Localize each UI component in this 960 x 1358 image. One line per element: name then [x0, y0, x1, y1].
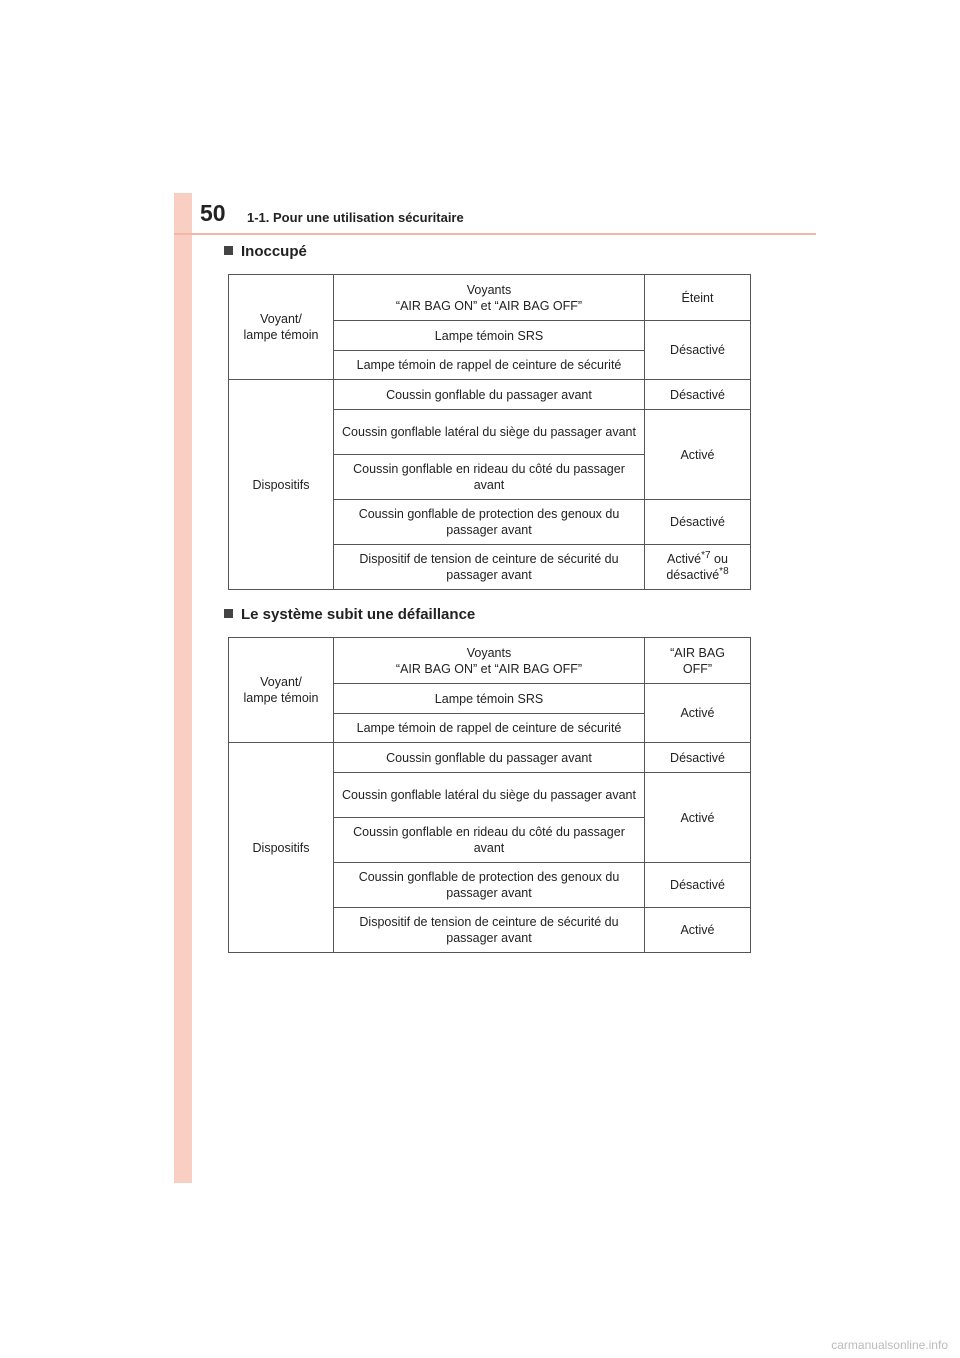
side-airbag-state-cell: Activé: [645, 773, 751, 863]
pretensioner-state-cell: Activé: [645, 908, 751, 953]
footnote-ref: *8: [719, 565, 729, 577]
square-bullet-icon: [224, 246, 233, 255]
srs-cell: Lampe témoin SRS: [334, 684, 645, 714]
table-row: [229, 275, 751, 321]
footnote-ref: *7: [701, 549, 711, 561]
front-airbag-cell: Coussin gonflable du passager avant: [334, 380, 645, 410]
table-row: [229, 638, 751, 684]
pretensioner-cell: Dispositif de tension de ceinture de sécurité du passager avant: [334, 545, 645, 590]
front-airbag-state-cell: Désactivé: [645, 380, 751, 410]
header-divider: [174, 233, 816, 235]
table-row: [229, 380, 751, 410]
pretensioner-state-cell: [645, 545, 751, 590]
knee-airbag-cell: Coussin gonflable de protection des genoux du passager avant: [334, 500, 645, 545]
side-airbag-cell: Coussin gonflable latéral du siège du passager avant: [334, 410, 645, 455]
footer-watermark: carmanualsonline.info: [831, 1338, 948, 1352]
voyants-state-cell: Éteint: [645, 275, 751, 321]
curtain-airbag-cell: Coussin gonflable en rideau du côté du passager avant: [334, 818, 645, 863]
square-bullet-icon: [224, 609, 233, 618]
page-number: 50: [200, 200, 226, 226]
curtain-airbag-cell: Coussin gonflable en rideau du côté du passager avant: [334, 455, 645, 500]
front-airbag-cell: Coussin gonflable du passager avant: [334, 743, 645, 773]
status-table-inoccupe: [228, 274, 751, 590]
belt-reminder-cell: Lampe témoin de rappel de ceinture de sécurité: [334, 714, 645, 743]
srs-cell: Lampe témoin SRS: [334, 321, 645, 351]
devices-label-cell: Dispositifs: [229, 380, 334, 590]
voyants-state-cell: “AIR BAG OFF”: [645, 638, 751, 684]
voyants-cell: Voyants “AIR BAG ON” et “AIR BAG OFF”: [334, 275, 645, 321]
section-title: 1-1. Pour une utilisation sécuritaire: [247, 210, 464, 225]
heading-text: Inoccupé: [241, 243, 307, 260]
indicator-label-cell: Voyant/ lampe témoin: [229, 638, 334, 743]
indicator-label-cell: Voyant/ lampe témoin: [229, 275, 334, 380]
knee-airbag-state-cell: Désactivé: [645, 500, 751, 545]
side-tab-bar: [174, 193, 192, 1183]
heading-text: Le système subit une défaillance: [241, 606, 476, 623]
srs-state-cell: Désactivé: [645, 321, 751, 380]
side-airbag-state-cell: Activé: [645, 410, 751, 500]
front-airbag-state-cell: Désactivé: [645, 743, 751, 773]
voyants-cell: Voyants “AIR BAG ON” et “AIR BAG OFF”: [334, 638, 645, 684]
state-text: ou: [710, 552, 728, 566]
srs-state-cell: Activé: [645, 684, 751, 743]
state-text: Activé: [667, 552, 702, 566]
table-row: [229, 743, 751, 773]
belt-reminder-cell: Lampe témoin de rappel de ceinture de sécurité: [334, 351, 645, 380]
heading-inoccupe: [224, 243, 307, 260]
heading-defaillance: [224, 606, 475, 623]
pretensioner-cell: Dispositif de tension de ceinture de sécurité du passager avant: [334, 908, 645, 953]
knee-airbag-cell: Coussin gonflable de protection des genoux du passager avant: [334, 863, 645, 908]
state-text: désactivé: [666, 568, 720, 582]
knee-airbag-state-cell: Désactivé: [645, 863, 751, 908]
side-airbag-cell: Coussin gonflable latéral du siège du passager avant: [334, 773, 645, 818]
devices-label-cell: Dispositifs: [229, 743, 334, 953]
status-table-defaillance: [228, 637, 751, 953]
